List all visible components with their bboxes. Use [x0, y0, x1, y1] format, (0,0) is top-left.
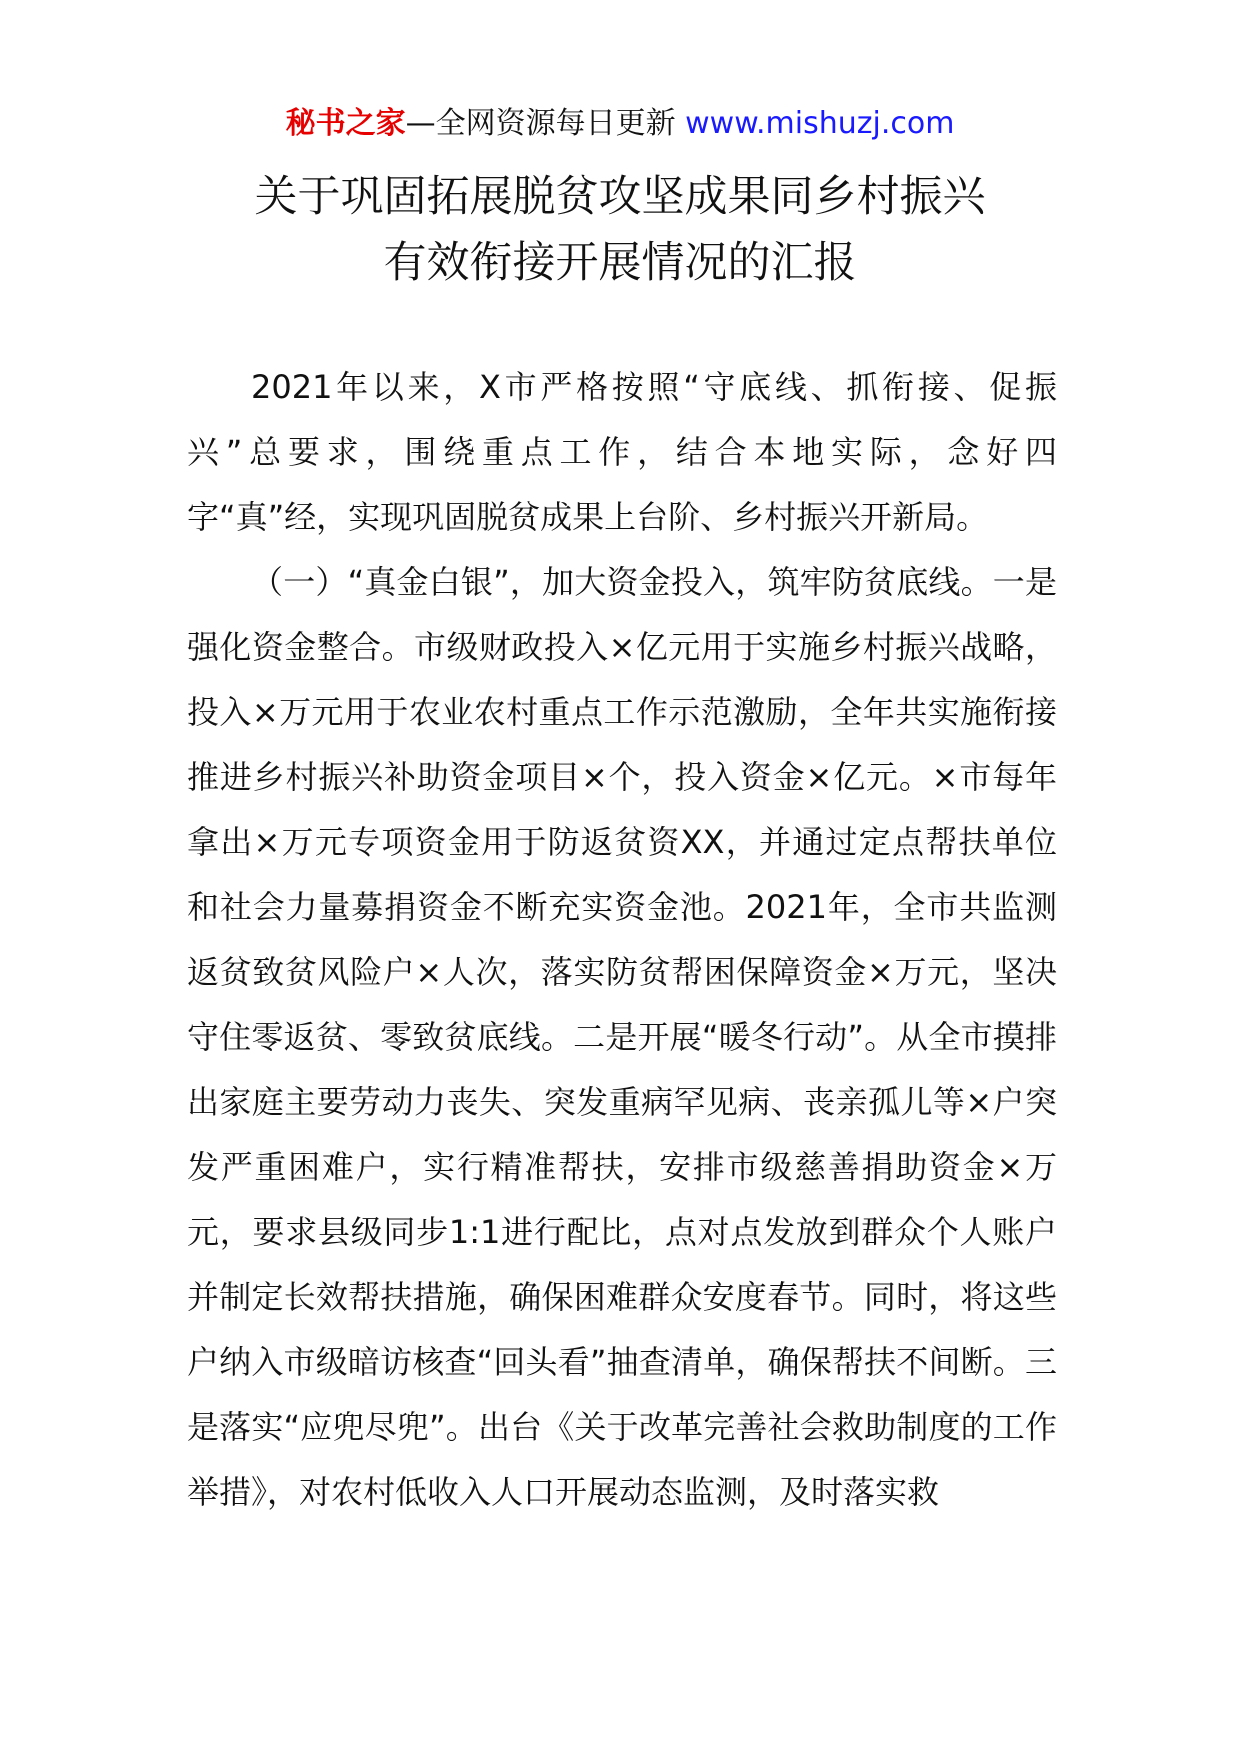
body-paragraph-section-1: （一）“真金白银”，加大资金投入，筑牢防贫底线。一是强化资金整合。市级财政投入×亿元用于实施乡村振兴战略，投入×万元用于农业农村重点工作示范激励，全年共实施衔接推进乡村振兴补助资金项目×个，投入资金×亿元。×市每年拿出×万元专项资金用于防返贫资XX，并通过定点帮扶单位和社会力量募捐资金不断充实资金池。2021年，全市共监测返贫致贫风险户×人次，落实防贫帮困保障资金×万元，坚决守住零返贫、零致贫底线。二是开展“暖冬行动”。从全市摸排出家庭主要劳动力丧失、突发重病罕见病、丧亲孤儿等×户突发严重困难户，实行精准帮扶，安排市级慈善捐助资金×万元，要求县级同步1:1进行配比，点对点发放到群众个人账户并制定长效帮扶措施，确保困难群众安度春节。同时，将这些户纳入市级暗访核查“回头看”抽查清单，确保帮扶不间断。三是落实“应兜尽兜”。出台《关于改革完善社会救助制度的工作举措》，对农村低收入人口开展动态监测，及时落实救	[187, 563, 1057, 1511]
site-header-banner	[0, 102, 1240, 146]
document-body	[187, 355, 1057, 1525]
title-line-2: 有效衔接开展情况的汇报	[383, 238, 857, 288]
site-url-link[interactable]: www.mishuzj.com	[685, 106, 955, 141]
brand-name: 秘书之家	[285, 106, 406, 141]
header-tagline: —全网资源每日更新	[405, 106, 676, 141]
body-paragraph-intro: 2021年以来，X市严格按照“守底线、抓衔接、促振兴”总要求，围绕重点工作，结合本地实际，念好四字“真”经，实现巩固脱贫成果上台阶、乡村振兴开新局。	[187, 368, 1057, 536]
document-title	[0, 164, 1240, 296]
title-line-1: 关于巩固拓展脱贫攻坚成果同乡村振兴	[254, 172, 986, 222]
